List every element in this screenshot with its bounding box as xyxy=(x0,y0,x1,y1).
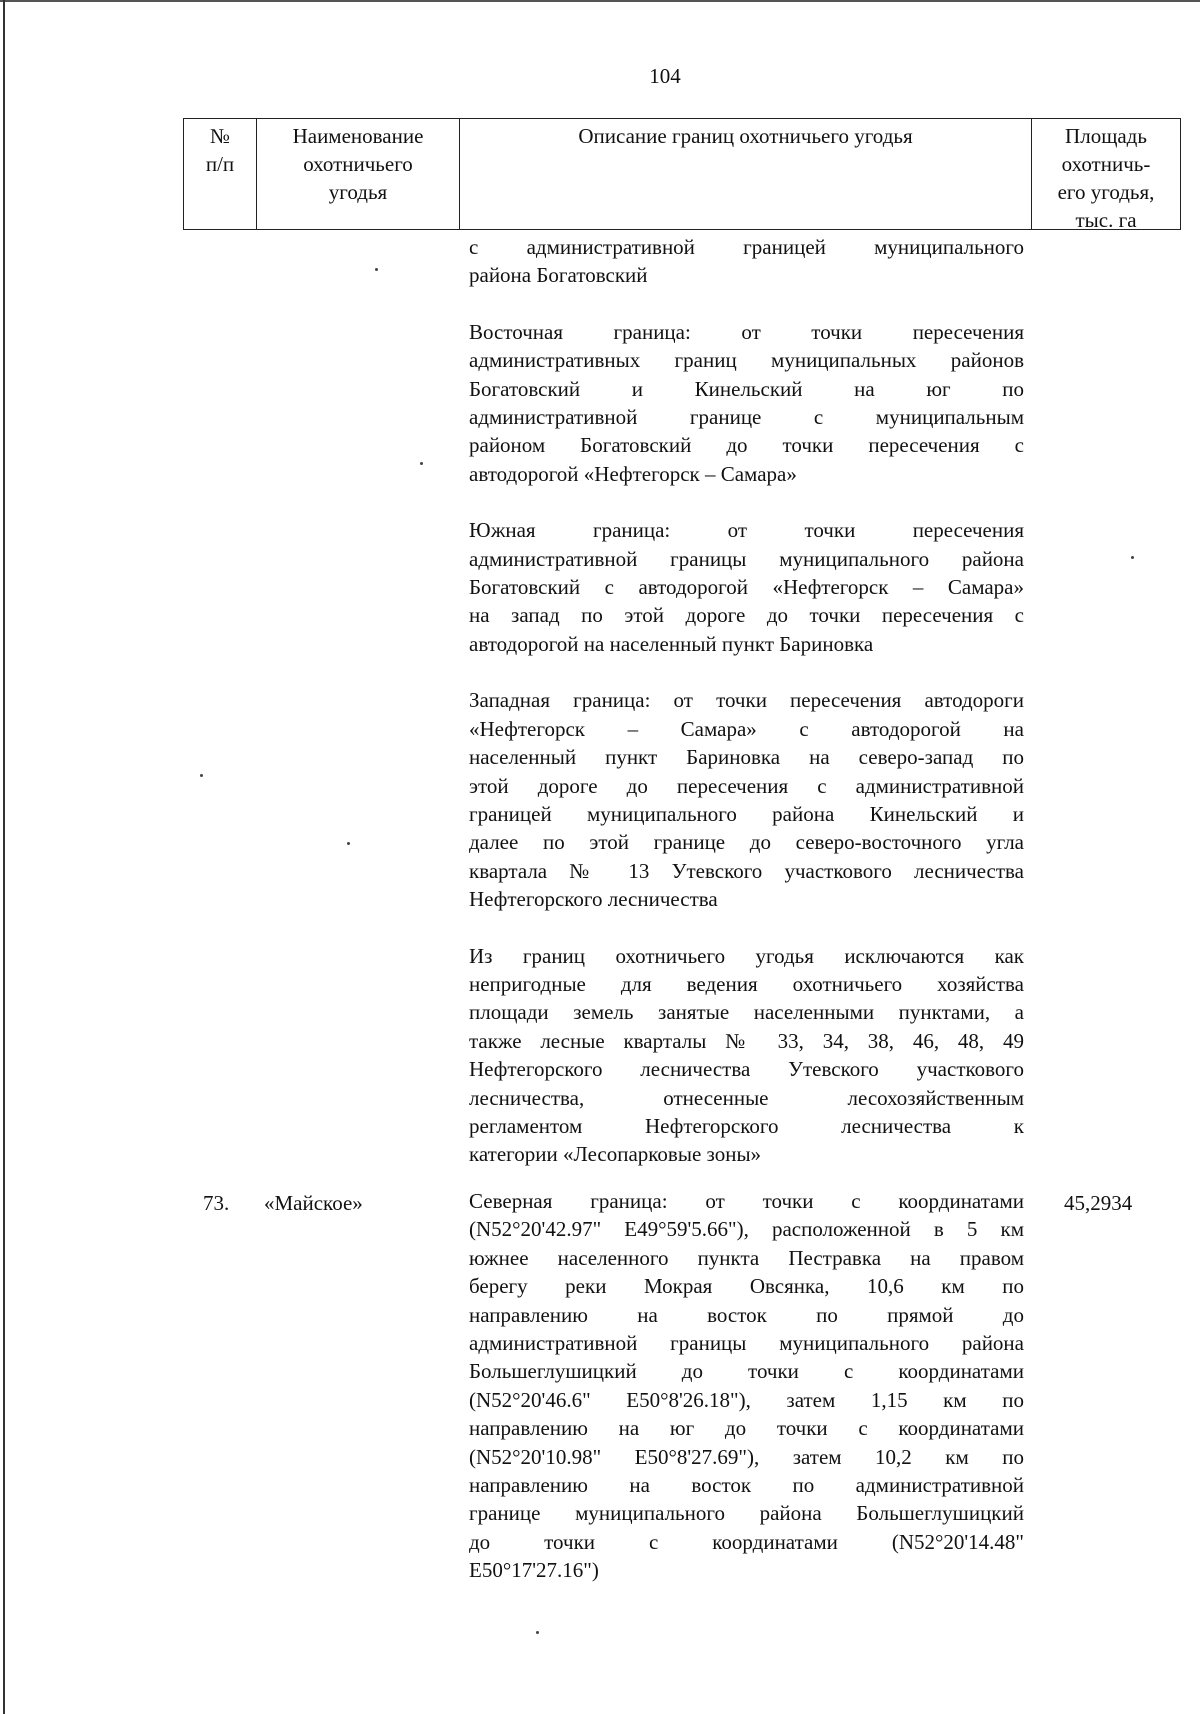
scan-speck xyxy=(347,842,350,845)
text-line: Нефтегорского лесничества Утевского участкового xyxy=(469,1057,1024,1082)
description-paragraph xyxy=(469,516,1024,658)
row-name: «Майское» xyxy=(264,1191,363,1215)
text-line: Восточная граница: от точки пересечения xyxy=(469,319,1024,344)
scan-speck xyxy=(200,774,203,777)
text-line: автодорогой «Нефтегорск – Самара» xyxy=(469,461,797,486)
text-line: Большеглушицкий до точки с координатами xyxy=(469,1359,1024,1384)
text-line: этой дороге до пересечения с административной xyxy=(469,773,1024,798)
text-line: района Богатовский xyxy=(469,263,648,288)
text-line: площади земель занятые населенными пунктами, а xyxy=(469,1000,1024,1025)
text-line: границей муниципального района Кинельский и xyxy=(469,801,1024,826)
text-line: непригодные для ведения охотничьего хозяйства xyxy=(469,971,1024,996)
text-line: на запад по этой дороге до точки пересечения с xyxy=(469,603,1024,628)
text-line: Нефтегорского лесничества xyxy=(469,887,718,912)
text-line: также лесные кварталы № 33, 34, 38, 46, 48, 49 xyxy=(469,1028,1024,1053)
text-line: районом Богатовский до точки пересечения с xyxy=(469,433,1024,458)
header-col-name xyxy=(257,119,460,229)
header-col-number xyxy=(184,119,257,229)
text-line: населенный пункт Бариновка на северо-запад по xyxy=(469,745,1024,770)
scan-edge-left xyxy=(3,0,5,1714)
text-line: лесничества, отнесенные лесохозяйственным xyxy=(469,1085,1024,1110)
text-line: административной границы муниципального района xyxy=(469,546,1024,571)
text-line: административной границы муниципального района xyxy=(469,1331,1024,1356)
text-line: регламентом Нефтегорского лесничества к xyxy=(469,1113,1024,1138)
text-line: (N52°20'46.6" E50°8'26.18"), затем 1,15 км по xyxy=(469,1387,1024,1412)
description-paragraph xyxy=(469,318,1024,488)
text-line: Южная граница: от точки пересечения xyxy=(469,518,1024,543)
text-line: автодорогой на населенный пункт Бариновка xyxy=(469,631,874,656)
text-line: Северная граница: от точки с координатами xyxy=(469,1189,1024,1213)
scan-speck xyxy=(536,1631,539,1634)
page-number: 104 xyxy=(649,64,681,88)
description-paragraph xyxy=(469,942,1024,1169)
scan-speck xyxy=(375,268,378,271)
text-line: направлению на юг до точки с координатами xyxy=(469,1416,1024,1441)
description-paragraph xyxy=(469,233,1024,290)
text-line: Богатовский и Кинельский на юг по xyxy=(469,376,1024,401)
description-paragraph xyxy=(469,686,1024,913)
header-text: № xyxy=(209,124,231,148)
header-text: угодья xyxy=(328,180,388,204)
text-line: категории «Лесопарковые зоны» xyxy=(469,1142,762,1167)
header-col-area xyxy=(1032,119,1180,232)
header-text: охотничь- xyxy=(1061,152,1151,176)
header-text: Описание границ охотничьего угодья xyxy=(578,124,913,148)
text-line: до точки с координатами (N52°20'14.48" xyxy=(469,1529,1024,1554)
text-line: границе муниципального района Большеглушицкий xyxy=(469,1501,1024,1526)
scan-edge-top xyxy=(0,0,1200,2)
text-line: «Нефтегорск – Самара» с автодорогой на xyxy=(469,716,1024,741)
header-col-description xyxy=(460,119,1032,229)
text-line: направлению на восток по прямой до xyxy=(469,1302,1024,1327)
row-number: 73. xyxy=(203,1191,230,1215)
text-line: квартала № 13 Утевского участкового лесничества xyxy=(469,858,1024,883)
text-line: направлению на восток по административной xyxy=(469,1473,1024,1498)
scan-speck xyxy=(420,462,423,465)
header-text: его угодья, xyxy=(1057,180,1155,204)
text-line: южнее населенного пункта Пестравка на правом xyxy=(469,1245,1024,1270)
text-line: Из границ охотничьего угодья исключаются как xyxy=(469,943,1024,968)
row-description xyxy=(469,1187,1024,1613)
table-header xyxy=(183,118,1181,230)
text-line: далее по этой границе до северо-восточного угла xyxy=(469,830,1024,855)
text-line: E50°17'27.16") xyxy=(469,1558,599,1583)
header-text: Наименование xyxy=(292,124,424,148)
text-line: с административной границей муниципального xyxy=(469,235,1024,259)
scan-speck xyxy=(1131,556,1134,559)
header-text: охотничьего xyxy=(303,152,413,176)
text-line: Богатовский с автодорогой «Нефтегорск – Самара» xyxy=(469,575,1024,600)
header-text: Площадь xyxy=(1065,124,1147,148)
header-text: п/п xyxy=(205,152,235,176)
description-paragraph xyxy=(469,1187,1024,1585)
continuation-description xyxy=(469,233,1024,1197)
header-text: тыс. га xyxy=(1075,208,1137,232)
text-line: Западная граница: от точки пересечения автодороги xyxy=(469,688,1024,713)
text-line: административной границе с муниципальным xyxy=(469,405,1024,430)
text-line: административных границ муниципальных районов xyxy=(469,348,1024,373)
text-line: (N52°20'10.98" E50°8'27.69"), затем 10,2 км по xyxy=(469,1444,1024,1469)
row-area: 45,2934 xyxy=(1064,1191,1133,1215)
text-line: (N52°20'42.97" E49°59'5.66"), расположенной в 5 км xyxy=(469,1217,1024,1242)
text-line: берегу реки Мокрая Овсянка, 10,6 км по xyxy=(469,1274,1024,1299)
